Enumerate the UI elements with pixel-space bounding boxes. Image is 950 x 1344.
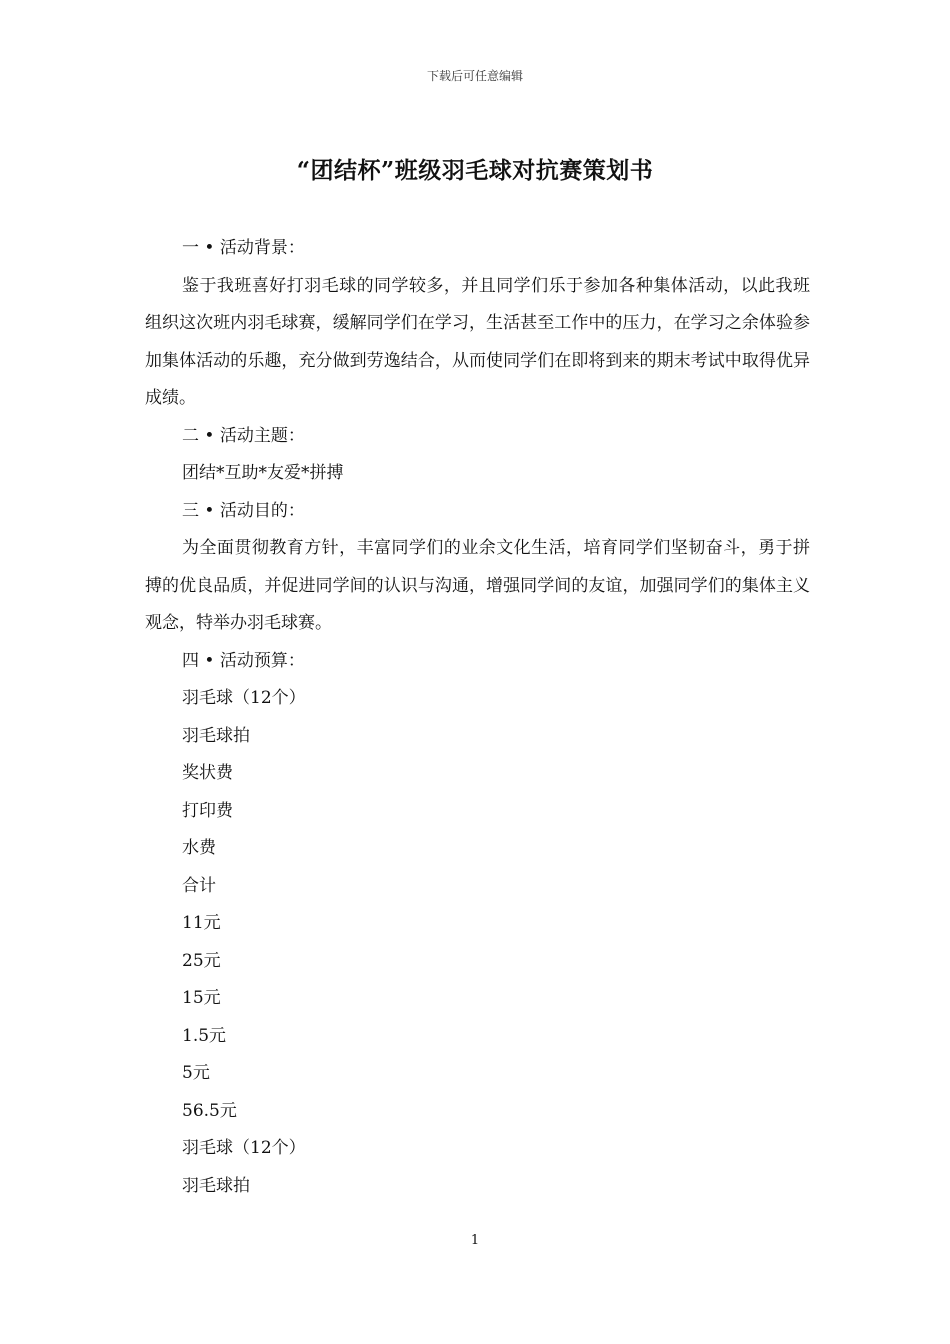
budget-line: 15元: [182, 988, 221, 1008]
budget-line: 合计: [182, 875, 216, 896]
section-heading-budget: 四 • 活动预算：: [182, 650, 305, 671]
budget-line: 羽毛球（12个）: [182, 688, 306, 708]
theme-text: 团结*互助*友爱*拼搏: [182, 463, 344, 483]
purpose-paragraph: 为全面贯彻教育方针，丰富同学们的业余文化生活，培育同学们坚韧奋斗，勇于拼搏的优良品质，并促进同学间的认识与沟通，增强同学间的友谊，加强同学们的集体主义观念，特举办羽毛球赛。: [145, 538, 810, 633]
budget-line: 羽毛球拍: [182, 725, 250, 746]
budget-line: 5元: [182, 1063, 210, 1083]
background-paragraph: 鉴于我班喜好打羽毛球的同学较多，并且同学们乐于参加各种集体活动，以此我班组织这次班内羽毛球赛，缓解同学们在学习，生活甚至工作中的压力，在学习之余体验参加集体活动的乐趣，充分做到劳逸结合，从而使同学们在即将到来的期末考试中取得优异成绩。: [145, 275, 810, 408]
budget-line: 56.5元: [182, 1100, 237, 1121]
budget-line: 11元: [182, 913, 221, 933]
budget-line: 水费: [182, 838, 216, 858]
budget-line: 25元: [182, 950, 221, 971]
budget-line: 羽毛球拍: [182, 1175, 250, 1196]
budget-line: 羽毛球（12个）: [182, 1138, 306, 1158]
document-body: [145, 230, 810, 1205]
page-number: 1: [470, 1233, 480, 1248]
section-heading-purpose: 三 • 活动目的：: [182, 500, 305, 521]
budget-line: 打印费: [182, 800, 233, 821]
section-heading-theme: 二 • 活动主题：: [182, 425, 305, 446]
budget-line: 奖状费: [182, 763, 233, 783]
document-title: “团结杯”班级羽毛球对抗赛策划书: [296, 157, 654, 184]
header-note: 下载后可任意编辑: [426, 69, 523, 83]
section-heading-background: 一 • 活动背景：: [182, 238, 305, 258]
budget-line: 1.5元: [182, 1025, 227, 1046]
